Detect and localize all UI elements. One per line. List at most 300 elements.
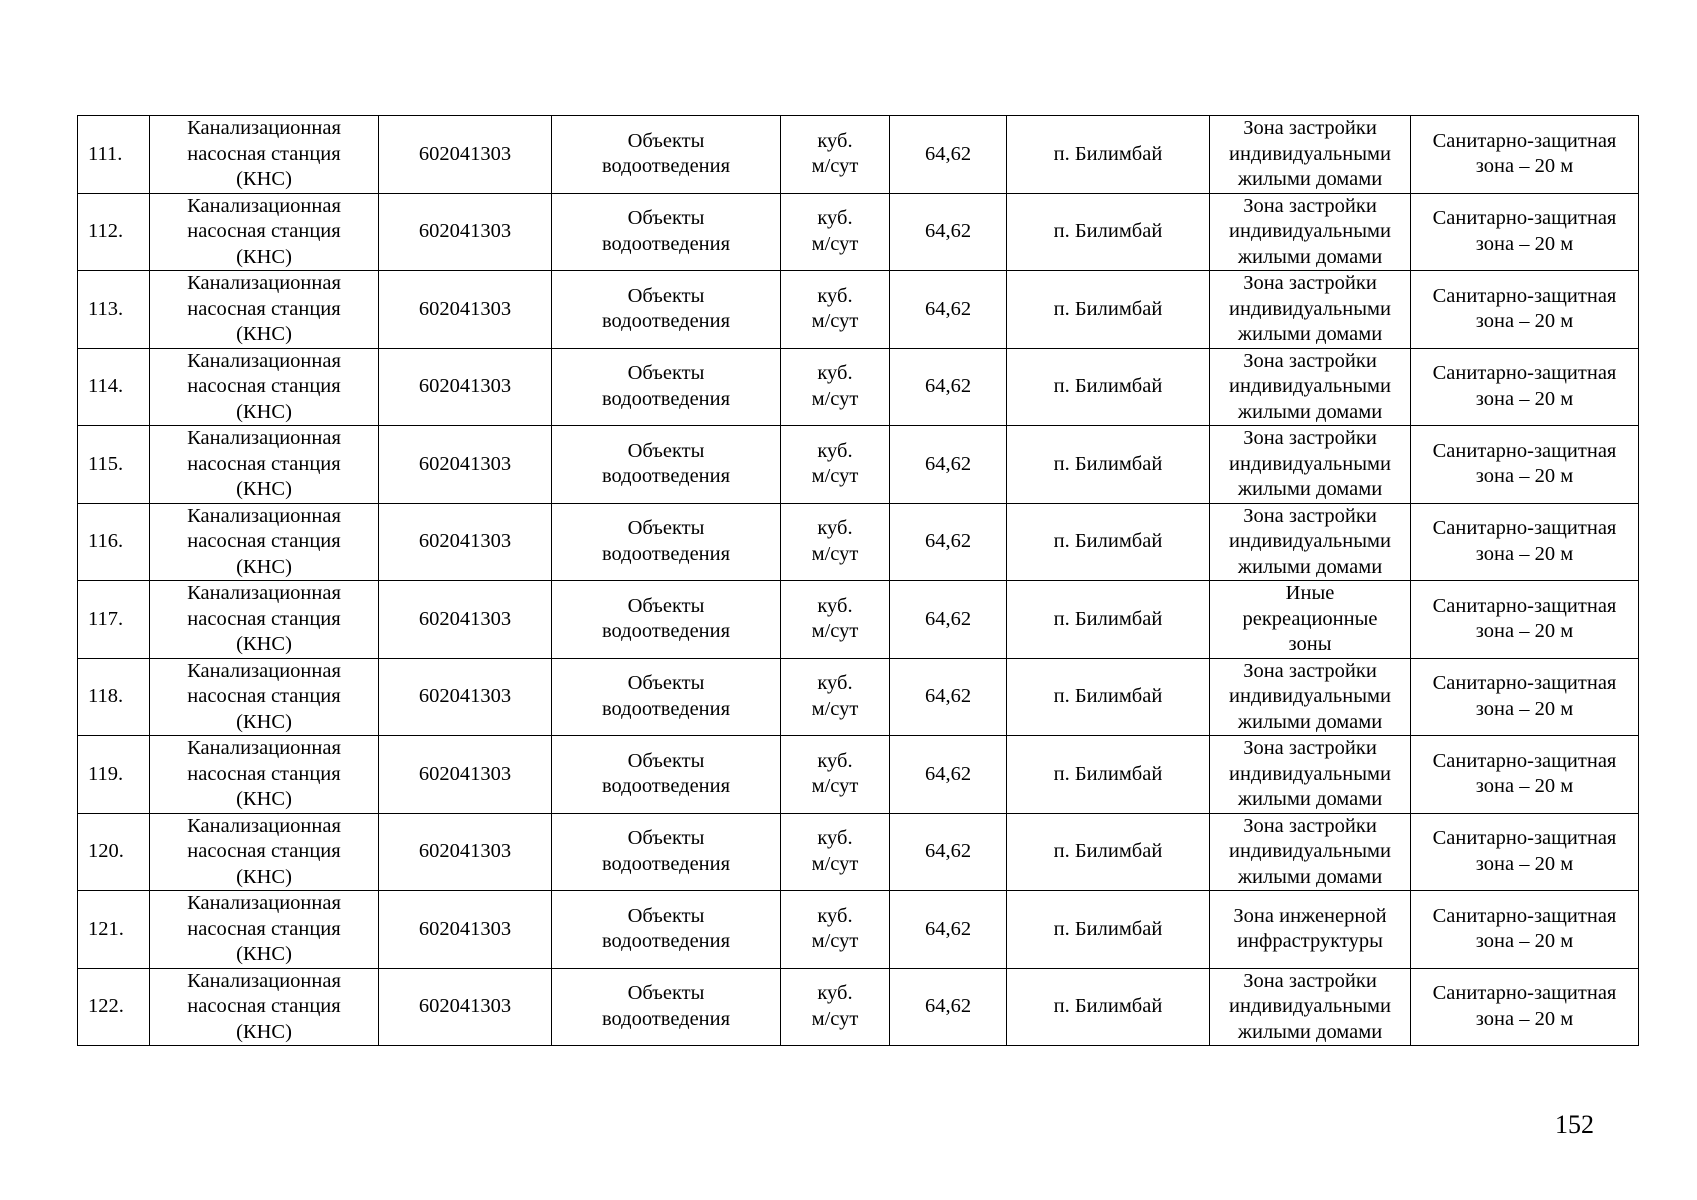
functional-zone-line: индивидуальными (1229, 452, 1391, 475)
object-name-line: насосная станция (187, 452, 341, 475)
capacity-value-cell (890, 348, 1007, 426)
location-cell (1007, 581, 1210, 659)
location-text: п. Билимбай (1053, 685, 1163, 707)
capacity-value-cell (890, 736, 1007, 814)
capacity-value-text: 64,62 (924, 142, 972, 165)
functional-zone-line: жилыми домами (1237, 555, 1383, 578)
restriction-zone-line: зона – 20 м (1475, 155, 1574, 178)
location-text: п. Билимбай (1053, 530, 1163, 552)
row-number-text: 111. (88, 142, 123, 165)
functional-zone-line: индивидуальными (1229, 840, 1391, 862)
restriction-zone-cell (1411, 581, 1639, 659)
object-code-text: 602041303 (418, 995, 512, 1017)
location-cell (1007, 813, 1210, 891)
object-type-line: водоотведения (601, 232, 731, 255)
object-code-cell (379, 426, 552, 504)
object-name-line: Канализационная (187, 272, 341, 294)
functional-zone-line: жилыми домами (1237, 245, 1383, 268)
restriction-zone-line: зона – 20 м (1475, 232, 1574, 255)
object-name-line: Канализационная (187, 349, 341, 372)
object-code-cell (379, 271, 552, 349)
functional-zone-cell (1210, 736, 1411, 814)
object-type-cell (552, 658, 781, 736)
object-name-line: (КНС) (236, 710, 292, 733)
object-name-cell (150, 968, 379, 1046)
row-number-text: 122. (88, 995, 124, 1017)
object-name-line: (КНС) (236, 400, 292, 423)
restriction-zone-line: зона – 20 м (1475, 310, 1574, 333)
location-text: п. Билимбай (1053, 917, 1163, 940)
unit-line: куб. (817, 594, 853, 617)
restriction-zone-line: Санитарно-защитная (1432, 517, 1617, 540)
location-text: п. Билимбай (1053, 452, 1163, 475)
object-name-line: насосная станция (187, 840, 341, 862)
functional-zone-cell (1210, 581, 1411, 659)
unit-line: куб. (817, 749, 853, 772)
unit-cell (781, 503, 890, 581)
functional-zone-line: Зона застройки (1243, 969, 1377, 992)
row-number-text: 116. (88, 530, 124, 552)
unit-line: куб. (817, 672, 853, 695)
functional-zone-line: индивидуальными (1229, 297, 1391, 320)
location-cell (1007, 968, 1210, 1046)
row-number-cell (78, 891, 150, 969)
capacity-value-text: 64,62 (924, 530, 972, 552)
object-type-line: Объекты (627, 672, 705, 695)
object-type-line: Объекты (627, 207, 705, 230)
functional-zone-line: Зона застройки (1243, 117, 1377, 139)
capacity-value-cell (890, 813, 1007, 891)
functional-zone-line: Зона застройки (1243, 659, 1377, 682)
object-type-line: водоотведения (601, 620, 731, 643)
restriction-zone-cell (1411, 348, 1639, 426)
unit-line: куб. (817, 284, 853, 307)
object-name-line: Канализационная (187, 582, 341, 604)
object-type-cell (552, 193, 781, 271)
capacity-value-cell (890, 891, 1007, 969)
objects-table (77, 115, 1639, 1046)
object-type-cell (552, 736, 781, 814)
functional-zone-line: жилыми домами (1237, 478, 1383, 500)
object-name-line: (КНС) (236, 478, 292, 500)
object-code-text: 602041303 (418, 220, 512, 242)
functional-zone-cell (1210, 348, 1411, 426)
table-row (78, 736, 1639, 814)
object-code-cell (379, 658, 552, 736)
restriction-zone-line: Санитарно-защитная (1432, 207, 1617, 230)
capacity-value-cell (890, 116, 1007, 194)
restriction-zone-line: Санитарно-защитная (1432, 982, 1617, 1005)
unit-line: м/сут (811, 852, 859, 875)
restriction-zone-line: зона – 20 м (1475, 465, 1574, 488)
row-number-text: 120. (88, 840, 124, 862)
object-name-line: насосная станция (187, 530, 341, 552)
object-type-line: Объекты (627, 749, 705, 772)
unit-cell (781, 193, 890, 271)
restriction-zone-line: Санитарно-защитная (1432, 672, 1617, 695)
location-cell (1007, 891, 1210, 969)
unit-line: куб. (817, 904, 853, 927)
object-type-line: водоотведения (601, 775, 731, 798)
object-type-line: Объекты (627, 362, 705, 385)
capacity-value-text: 64,62 (924, 917, 972, 940)
row-number-cell (78, 503, 150, 581)
object-name-cell (150, 348, 379, 426)
object-code-text: 602041303 (418, 685, 512, 707)
restriction-zone-cell (1411, 116, 1639, 194)
unit-cell (781, 813, 890, 891)
unit-line: куб. (817, 129, 853, 152)
object-code-cell (379, 348, 552, 426)
unit-cell (781, 116, 890, 194)
unit-cell (781, 581, 890, 659)
restriction-zone-line: зона – 20 м (1475, 697, 1574, 720)
functional-zone-line: Зона застройки (1243, 272, 1377, 294)
restriction-zone-cell (1411, 271, 1639, 349)
object-name-line: Канализационная (187, 504, 341, 527)
capacity-value-text: 64,62 (924, 840, 972, 862)
object-code-text: 602041303 (418, 917, 512, 940)
object-name-line: насосная станция (187, 297, 341, 320)
unit-line: м/сут (811, 697, 859, 720)
location-cell (1007, 116, 1210, 194)
object-name-line: (КНС) (236, 323, 292, 345)
restriction-zone-line: Санитарно-защитная (1432, 129, 1617, 152)
table-row (78, 503, 1639, 581)
row-number-cell (78, 271, 150, 349)
object-type-line: водоотведения (601, 310, 731, 333)
functional-zone-cell (1210, 891, 1411, 969)
object-type-cell (552, 426, 781, 504)
object-name-line: Канализационная (187, 117, 341, 139)
location-cell (1007, 426, 1210, 504)
unit-line: куб. (817, 517, 853, 540)
capacity-value-text: 64,62 (924, 297, 972, 320)
unit-line: м/сут (811, 542, 859, 565)
location-cell (1007, 658, 1210, 736)
object-type-line: Объекты (627, 517, 705, 540)
unit-line: куб. (817, 439, 853, 462)
functional-zone-line: Зона инженерной (1233, 904, 1387, 927)
location-text: п. Билимбай (1053, 840, 1163, 862)
location-text: п. Билимбай (1053, 607, 1163, 630)
functional-zone-line: Зона застройки (1243, 427, 1377, 449)
unit-line: м/сут (811, 620, 859, 643)
restriction-zone-line: Санитарно-защитная (1432, 904, 1617, 927)
functional-zone-line: Зона застройки (1243, 194, 1377, 217)
object-name-line: Канализационная (187, 659, 341, 682)
object-type-line: водоотведения (601, 387, 731, 410)
object-name-cell (150, 426, 379, 504)
restriction-zone-line: зона – 20 м (1475, 387, 1574, 410)
object-name-line: насосная станция (187, 220, 341, 242)
unit-line: м/сут (811, 930, 859, 953)
object-name-line: (КНС) (236, 633, 292, 655)
object-type-line: Объекты (627, 129, 705, 152)
object-type-cell (552, 891, 781, 969)
object-name-line: Канализационная (187, 969, 341, 992)
restriction-zone-line: Санитарно-защитная (1432, 594, 1617, 617)
object-code-cell (379, 116, 552, 194)
unit-line: м/сут (811, 232, 859, 255)
restriction-zone-line: зона – 20 м (1475, 930, 1574, 953)
object-type-line: водоотведения (601, 542, 731, 565)
functional-zone-line: Зона застройки (1243, 814, 1377, 837)
object-name-line: насосная станция (187, 917, 341, 940)
functional-zone-line: индивидуальными (1229, 685, 1391, 707)
object-name-line: насосная станция (187, 762, 341, 785)
restriction-zone-cell (1411, 426, 1639, 504)
object-type-line: водоотведения (601, 155, 731, 178)
row-number-cell (78, 736, 150, 814)
object-type-cell (552, 348, 781, 426)
location-cell (1007, 736, 1210, 814)
object-code-cell (379, 813, 552, 891)
object-name-line: Канализационная (187, 737, 341, 759)
functional-zone-line: жилыми домами (1237, 168, 1383, 190)
table-row (78, 426, 1639, 504)
table-body (78, 116, 1639, 1046)
capacity-value-text: 64,62 (924, 995, 972, 1017)
functional-zone-cell (1210, 193, 1411, 271)
object-code-cell (379, 736, 552, 814)
capacity-value-cell (890, 968, 1007, 1046)
unit-line: м/сут (811, 465, 859, 488)
object-name-line: насосная станция (187, 995, 341, 1017)
restriction-zone-line: Санитарно-защитная (1432, 827, 1617, 850)
restriction-zone-line: Санитарно-защитная (1432, 284, 1617, 307)
object-code-text: 602041303 (418, 607, 512, 630)
functional-zone-line: индивидуальными (1229, 995, 1391, 1017)
object-name-line: насосная станция (187, 375, 341, 397)
object-type-line: водоотведения (601, 1007, 731, 1030)
object-type-line: Объекты (627, 284, 705, 307)
object-name-line: (КНС) (236, 788, 292, 810)
object-name-cell (150, 271, 379, 349)
capacity-value-text: 64,62 (924, 375, 972, 397)
object-type-cell (552, 581, 781, 659)
functional-zone-cell (1210, 658, 1411, 736)
capacity-value-text: 64,62 (924, 685, 972, 707)
object-type-cell (552, 968, 781, 1046)
functional-zone-line: жилыми домами (1237, 865, 1383, 888)
capacity-value-cell (890, 271, 1007, 349)
table-row (78, 348, 1639, 426)
object-name-line: насосная станция (187, 607, 341, 630)
object-code-cell (379, 968, 552, 1046)
row-number-cell (78, 968, 150, 1046)
object-name-line: Канализационная (187, 194, 341, 217)
object-type-line: водоотведения (601, 697, 731, 720)
object-type-line: Объекты (627, 982, 705, 1005)
object-name-line: насосная станция (187, 685, 341, 707)
unit-line: м/сут (811, 775, 859, 798)
restriction-zone-line: зона – 20 м (1475, 620, 1574, 643)
functional-zone-cell (1210, 968, 1411, 1046)
table-row (78, 193, 1639, 271)
functional-zone-line: жилыми домами (1237, 400, 1383, 423)
object-type-cell (552, 503, 781, 581)
unit-line: м/сут (811, 387, 859, 410)
unit-cell (781, 658, 890, 736)
functional-zone-line: индивидуальными (1229, 530, 1391, 552)
capacity-value-cell (890, 503, 1007, 581)
table-row (78, 813, 1639, 891)
unit-cell (781, 891, 890, 969)
object-code-cell (379, 503, 552, 581)
functional-zone-line: жилыми домами (1237, 710, 1383, 733)
functional-zone-cell (1210, 813, 1411, 891)
row-number-text: 114. (88, 375, 124, 397)
object-type-cell (552, 116, 781, 194)
object-type-cell (552, 813, 781, 891)
restriction-zone-cell (1411, 968, 1639, 1046)
object-name-cell (150, 581, 379, 659)
row-number-text: 118. (88, 685, 124, 707)
object-type-line: водоотведения (601, 465, 731, 488)
table-row (78, 271, 1639, 349)
capacity-value-cell (890, 193, 1007, 271)
object-name-cell (150, 116, 379, 194)
object-type-line: водоотведения (601, 852, 731, 875)
object-type-line: Объекты (627, 594, 705, 617)
location-cell (1007, 271, 1210, 349)
object-code-cell (379, 193, 552, 271)
row-number-text: 112. (88, 220, 124, 242)
object-name-line: Канализационная (187, 892, 341, 914)
object-name-cell (150, 658, 379, 736)
unit-line: куб. (817, 207, 853, 230)
unit-cell (781, 348, 890, 426)
object-code-text: 602041303 (418, 142, 512, 165)
functional-zone-line: инфраструктуры (1237, 930, 1383, 953)
unit-cell (781, 736, 890, 814)
capacity-value-text: 64,62 (924, 220, 972, 242)
restriction-zone-cell (1411, 736, 1639, 814)
capacity-value-cell (890, 581, 1007, 659)
functional-zone-cell (1210, 426, 1411, 504)
object-name-line: насосная станция (187, 142, 341, 165)
functional-zone-line: жилыми домами (1237, 323, 1383, 345)
unit-line: м/сут (811, 1007, 859, 1030)
row-number-cell (78, 116, 150, 194)
capacity-value-text: 64,62 (924, 762, 972, 785)
capacity-value-text: 64,62 (924, 452, 972, 475)
restriction-zone-cell (1411, 658, 1639, 736)
row-number-text: 117. (88, 607, 124, 630)
restriction-zone-line: зона – 20 м (1475, 775, 1574, 798)
object-name-line: (КНС) (236, 245, 292, 268)
unit-cell (781, 426, 890, 504)
functional-zone-line: рекреационные (1242, 607, 1378, 630)
location-text: п. Билимбай (1053, 375, 1163, 397)
table-row (78, 658, 1639, 736)
table-row (78, 581, 1639, 659)
location-text: п. Билимбай (1053, 220, 1163, 242)
functional-zone-cell (1210, 271, 1411, 349)
object-name-line: (КНС) (236, 555, 292, 578)
object-type-line: водоотведения (601, 930, 731, 953)
location-text: п. Билимбай (1053, 995, 1163, 1017)
object-name-line: Канализационная (187, 427, 341, 449)
capacity-value-cell (890, 658, 1007, 736)
functional-zone-line: зоны (1288, 633, 1332, 655)
restriction-zone-cell (1411, 193, 1639, 271)
unit-line: м/сут (811, 155, 859, 178)
restriction-zone-cell (1411, 503, 1639, 581)
restriction-zone-line: Санитарно-защитная (1432, 439, 1617, 462)
unit-line: м/сут (811, 310, 859, 333)
restriction-zone-line: зона – 20 м (1475, 852, 1574, 875)
capacity-value-text: 64,62 (924, 607, 972, 630)
object-type-line: Объекты (627, 904, 705, 927)
object-name-line: (КНС) (236, 865, 292, 888)
restriction-zone-line: Санитарно-защитная (1432, 749, 1617, 772)
object-type-line: Объекты (627, 439, 705, 462)
location-cell (1007, 348, 1210, 426)
unit-line: куб. (817, 827, 853, 850)
row-number-text: 121. (88, 917, 124, 940)
object-name-line: (КНС) (236, 943, 292, 965)
capacity-value-cell (890, 426, 1007, 504)
object-code-cell (379, 581, 552, 659)
row-number-cell (78, 426, 150, 504)
functional-zone-line: индивидуальными (1229, 142, 1391, 165)
object-name-cell (150, 891, 379, 969)
location-cell (1007, 503, 1210, 581)
row-number-cell (78, 581, 150, 659)
location-text: п. Билимбай (1053, 297, 1163, 320)
object-code-text: 602041303 (418, 840, 512, 862)
unit-cell (781, 271, 890, 349)
table-row (78, 116, 1639, 194)
row-number-cell (78, 193, 150, 271)
restriction-zone-line: зона – 20 м (1475, 1007, 1574, 1030)
functional-zone-cell (1210, 116, 1411, 194)
object-code-text: 602041303 (418, 762, 512, 785)
object-name-cell (150, 503, 379, 581)
functional-zone-line: жилыми домами (1237, 1020, 1383, 1043)
object-code-text: 602041303 (418, 375, 512, 397)
object-code-cell (379, 891, 552, 969)
functional-zone-line: Иные (1285, 582, 1335, 604)
table-row (78, 891, 1639, 969)
unit-cell (781, 968, 890, 1046)
location-cell (1007, 193, 1210, 271)
functional-zone-line: Зона застройки (1243, 737, 1377, 759)
object-code-text: 602041303 (418, 452, 512, 475)
object-name-cell (150, 813, 379, 891)
object-name-cell (150, 193, 379, 271)
object-type-line: Объекты (627, 827, 705, 850)
functional-zone-line: жилыми домами (1237, 788, 1383, 810)
row-number-cell (78, 658, 150, 736)
restriction-zone-line: зона – 20 м (1475, 542, 1574, 565)
functional-zone-line: Зона застройки (1243, 504, 1377, 527)
functional-zone-cell (1210, 503, 1411, 581)
object-name-line: (КНС) (236, 168, 292, 190)
object-code-text: 602041303 (418, 530, 512, 552)
unit-line: куб. (817, 982, 853, 1005)
object-name-line: Канализационная (187, 814, 341, 837)
page-number: 152 (1555, 1110, 1594, 1139)
restriction-zone-cell (1411, 891, 1639, 969)
row-number-cell (78, 348, 150, 426)
row-number-text: 113. (88, 297, 124, 320)
functional-zone-line: индивидуальными (1229, 762, 1391, 785)
row-number-cell (78, 813, 150, 891)
unit-line: куб. (817, 362, 853, 385)
